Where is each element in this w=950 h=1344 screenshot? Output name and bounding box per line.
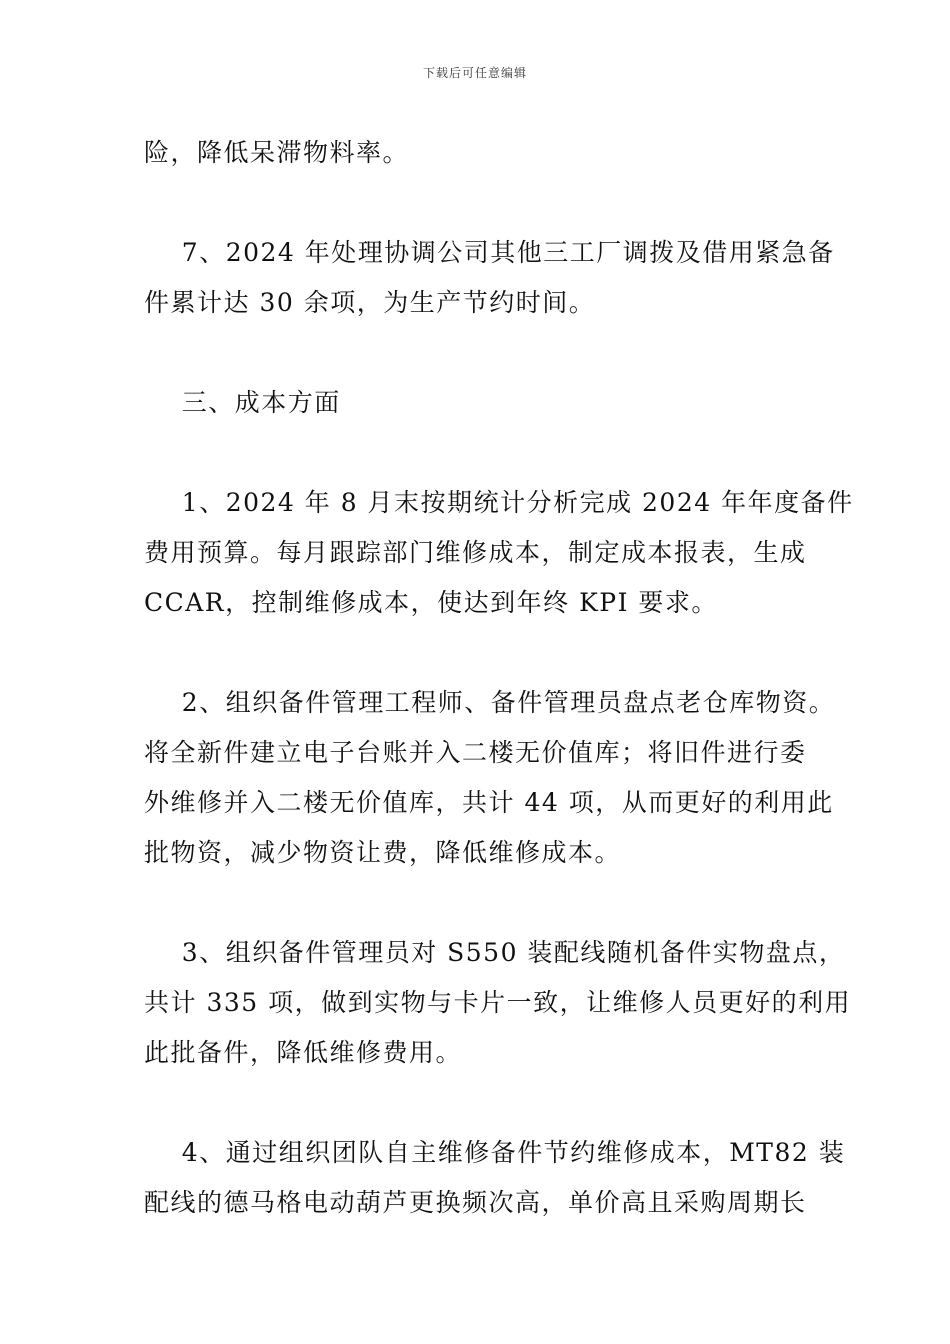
text-line: 批物资，减少物资让费，降低维修成本。 bbox=[144, 838, 622, 867]
text-line: 将全新件建立电子台账并入二楼无价值库；将旧件进行委 bbox=[144, 738, 807, 767]
section-heading: 三、成本方面 bbox=[144, 388, 341, 417]
paragraph-gap bbox=[144, 1078, 824, 1128]
text-line: 险，降低呆滞物料率。 bbox=[144, 138, 410, 167]
document-body bbox=[144, 128, 854, 1228]
text-line: 件累计达 30 余项，为生产节约时间。 bbox=[144, 288, 596, 317]
paragraph-gap bbox=[144, 878, 824, 928]
text-line: 4、通过组织团队自主维修备件节约维修成本，MT82 装 bbox=[144, 1138, 846, 1167]
text-line: 此批备件，降低维修费用。 bbox=[144, 1038, 463, 1067]
paragraph-gap bbox=[144, 428, 824, 478]
text-line: 配线的德马格电动葫芦更换频次高，单价高且采购周期长 bbox=[144, 1188, 807, 1217]
text-line: 1、2024 年 8 月末按期统计分析完成 2024 年年度备件 bbox=[144, 488, 854, 517]
text-line: 外维修并入二楼无价值库，共计 44 项，从而更好的利用此 bbox=[144, 788, 834, 817]
text-line: 3、组织备件管理员对 S550 装配线随机备件实物盘点， bbox=[144, 938, 846, 967]
paragraph-gap bbox=[144, 628, 824, 678]
text-line: 7、2024 年处理协调公司其他三工厂调拨及借用紧急备 bbox=[144, 238, 835, 267]
text-line: 2、组织备件管理工程师、备件管理员盘点老仓库物资。 bbox=[144, 688, 836, 717]
text-line: 共计 335 项，做到实物与卡片一致，让维修人员更好的利用 bbox=[144, 988, 852, 1017]
text-line: CCAR，控制维修成本，使达到年终 KPI 要求。 bbox=[144, 588, 718, 617]
page-header: 下载后可任意编辑 bbox=[422, 66, 527, 80]
paragraph-gap bbox=[144, 178, 824, 228]
text-line: 费用预算。每月跟踪部门维修成本，制定成本报表，生成 bbox=[144, 538, 807, 567]
paragraph-gap bbox=[144, 328, 824, 378]
